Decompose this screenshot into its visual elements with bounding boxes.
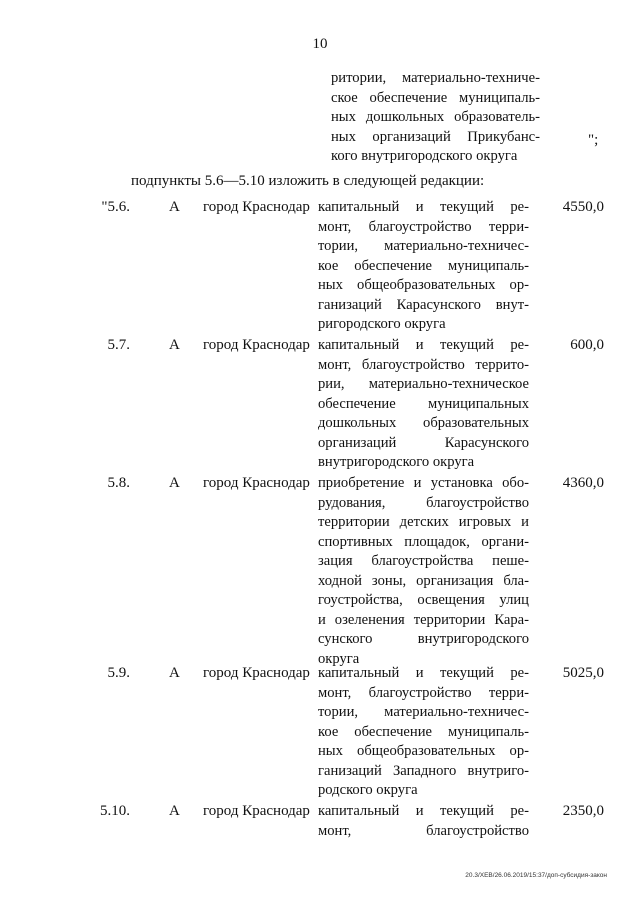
row-municipality: город Краснодар xyxy=(203,803,310,819)
row-category: А xyxy=(169,337,180,353)
intro-line: кого внутригородского округа xyxy=(331,148,518,164)
description-line: рудования, благоустройство xyxy=(318,494,529,511)
instruction-text: подпункты 5.6—5.10 изложить в следующей редакции: xyxy=(131,173,485,189)
description-line: территории детских игровых и xyxy=(318,514,529,530)
description-line: ных общеобразовательных ор- xyxy=(318,743,529,759)
description-line: и озеленения территории Кара- xyxy=(318,611,529,628)
description-line: гоустройства, освещения улиц xyxy=(318,592,529,608)
intro-line: ных дошкольных образователь- xyxy=(331,109,540,125)
description-line: монт, благоустройство терри- xyxy=(318,684,529,701)
row-category: А xyxy=(169,199,180,215)
row-description xyxy=(318,198,529,335)
description-line: рии, материально-техническое xyxy=(318,376,529,392)
table-row xyxy=(0,198,640,332)
description-line: капитальный и текущий ре- xyxy=(318,337,529,353)
description-line: ходной зоны, организация бла- xyxy=(318,572,529,589)
table-row xyxy=(0,336,640,470)
intro-fragment xyxy=(331,69,540,167)
description-line: дошкольных образовательных xyxy=(318,415,529,431)
description-line: тории, материально-техничес- xyxy=(318,238,529,254)
description-line: капитальный и текущий ре- xyxy=(318,665,529,681)
description-line: ных общеобразовательных ор- xyxy=(318,277,529,293)
description-line: монт, благоустройство террито- xyxy=(318,356,529,373)
row-number: 5.8. xyxy=(107,475,130,491)
row-description xyxy=(318,802,529,841)
intro-closing-quote: "; xyxy=(588,132,599,148)
intro-line: ных организаций Прикубанс- xyxy=(331,128,540,145)
row-description xyxy=(318,474,529,669)
row-number: 5.9. xyxy=(107,665,130,681)
description-line: родского округа xyxy=(318,782,418,798)
row-municipality: город Краснодар xyxy=(203,665,310,681)
row-category: А xyxy=(169,665,180,681)
description-line: приобретение и установка обо- xyxy=(318,475,529,491)
description-line: монт, благоустройство xyxy=(318,822,529,839)
description-line: тории, материально-техничес- xyxy=(318,704,529,720)
row-number: 5.7. xyxy=(107,337,130,353)
row-municipality: город Краснодар xyxy=(203,199,310,215)
table-row xyxy=(0,802,640,839)
table-row xyxy=(0,664,640,798)
row-amount: 4550,0 xyxy=(562,199,604,215)
row-description xyxy=(318,664,529,801)
page-number: 10 xyxy=(312,36,328,52)
row-amount: 5025,0 xyxy=(562,665,604,681)
description-line: монт, благоустройство терри- xyxy=(318,218,529,235)
row-amount: 4360,0 xyxy=(562,475,604,491)
intro-line: ритории, материально-техниче- xyxy=(331,70,540,86)
row-municipality: город Краснодар xyxy=(203,337,310,353)
row-municipality: город Краснодар xyxy=(203,475,310,491)
description-line: зация благоустройства пеше- xyxy=(318,553,529,569)
description-line: капитальный и текущий ре- xyxy=(318,803,529,819)
description-line: кое обеспечение муниципаль- xyxy=(318,257,529,274)
description-line: ганизаций Карасунского внут- xyxy=(318,296,529,313)
description-line: обеспечение муниципальных xyxy=(318,395,529,412)
description-line: внутригородского округа xyxy=(318,454,475,470)
description-line: ригородского округа xyxy=(318,316,446,332)
description-line: округа xyxy=(318,650,360,667)
description-line: кое обеспечение муниципаль- xyxy=(318,723,529,740)
description-line: сунского внутригородского xyxy=(318,631,529,647)
table-row xyxy=(0,474,640,667)
description-line: спортивных площадок, органи- xyxy=(318,533,529,550)
row-description xyxy=(318,336,529,473)
description-line: капитальный и текущий ре- xyxy=(318,199,529,215)
footer-stamp: 20.3/XEB/26.06.2019/15:37/доп-субсидия-закон xyxy=(465,872,607,879)
row-category: А xyxy=(169,475,180,491)
intro-line: ское обеспечение муниципаль- xyxy=(331,89,540,106)
row-amount: 2350,0 xyxy=(562,803,604,819)
row-number: "5.6. xyxy=(101,199,130,215)
row-category: А xyxy=(169,803,180,819)
description-line: ганизаций Западного внутриго- xyxy=(318,762,529,779)
row-number: 5.10. xyxy=(100,803,130,819)
description-line: организаций Карасунского xyxy=(318,434,529,451)
row-amount: 600,0 xyxy=(570,337,604,353)
